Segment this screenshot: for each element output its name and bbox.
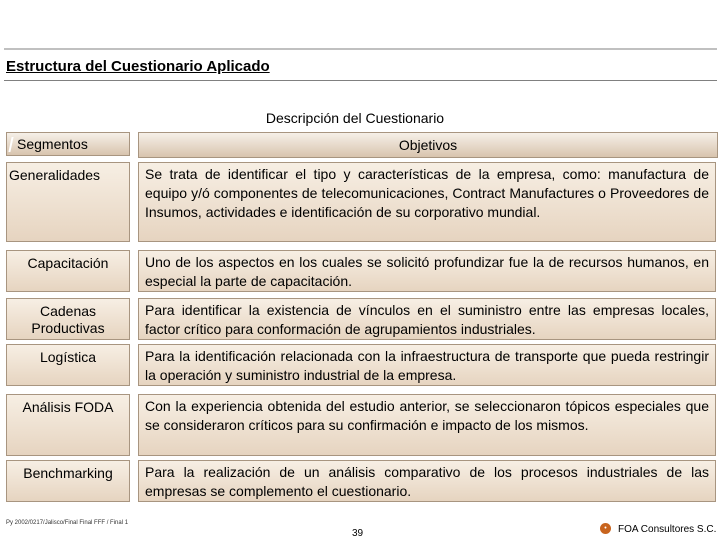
footer-file-reference: Py 2002/0217/Jalisco/Final Final FFF / Final 1 — [6, 520, 129, 526]
segment-cell: Análisis FODA — [6, 394, 130, 456]
page-number: 39 — [352, 528, 364, 539]
objective-cell: Para identificar la existencia de vínculos en el suministro entre las empresas locales, factor crítico para conformación de agrupamientos industriales. — [138, 298, 716, 340]
objective-cell: Se trata de identificar el tipo y características de la empresa, como: manufactura de equipo y/ó componentes de telecomunicaciones, Contract Manufactures o Proveedores de Insumos, actividades e identificación de su corporativo mundial. — [138, 162, 716, 242]
objective-cell: Para la realización de un análisis comparativo de los procesos industriales de las empresas se complemento el cuestionario. — [138, 460, 716, 502]
table-row — [6, 460, 716, 502]
header-marker — [8, 137, 13, 152]
table-row — [6, 298, 716, 340]
header-objectives — [138, 132, 718, 158]
top-divider — [4, 48, 717, 50]
table-caption: Descripción del Cuestionario — [265, 110, 445, 126]
header-segments-label: Segmentos — [17, 136, 88, 152]
footer-company-name: FOA Consultores S.C. — [618, 524, 717, 535]
table-row — [6, 162, 716, 242]
header-segments — [6, 132, 130, 156]
segment-cell: Capacitación — [6, 250, 130, 292]
segment-cell: Logística — [6, 344, 130, 386]
objective-cell: Para la identificación relacionada con la infraestructura de transporte que pueda restringir la operación y suministro industrial de la empresa. — [138, 344, 716, 386]
segment-cell: Benchmarking — [6, 460, 130, 502]
table-row — [6, 250, 716, 292]
title-divider — [4, 80, 717, 81]
table-row — [6, 344, 716, 386]
slide-title: Estructura del Cuestionario Aplicado — [6, 58, 270, 75]
segment-cell: Generalidades — [6, 162, 130, 242]
objective-cell: Uno de los aspectos en los cuales se solicitó profundizar fue la de recursos humanos, en especial la parte de capacitación. — [138, 250, 716, 292]
company-bullet-icon: • — [600, 523, 611, 534]
table-row — [6, 394, 716, 456]
header-objectives-label: Objetivos — [398, 137, 458, 153]
objective-cell: Con la experiencia obtenida del estudio anterior, se seleccionaron tópicos especiales que se consideraron críticos para su confirmación e impacto de los mismos. — [138, 394, 716, 456]
segment-cell: Cadenas Productivas — [6, 298, 130, 340]
